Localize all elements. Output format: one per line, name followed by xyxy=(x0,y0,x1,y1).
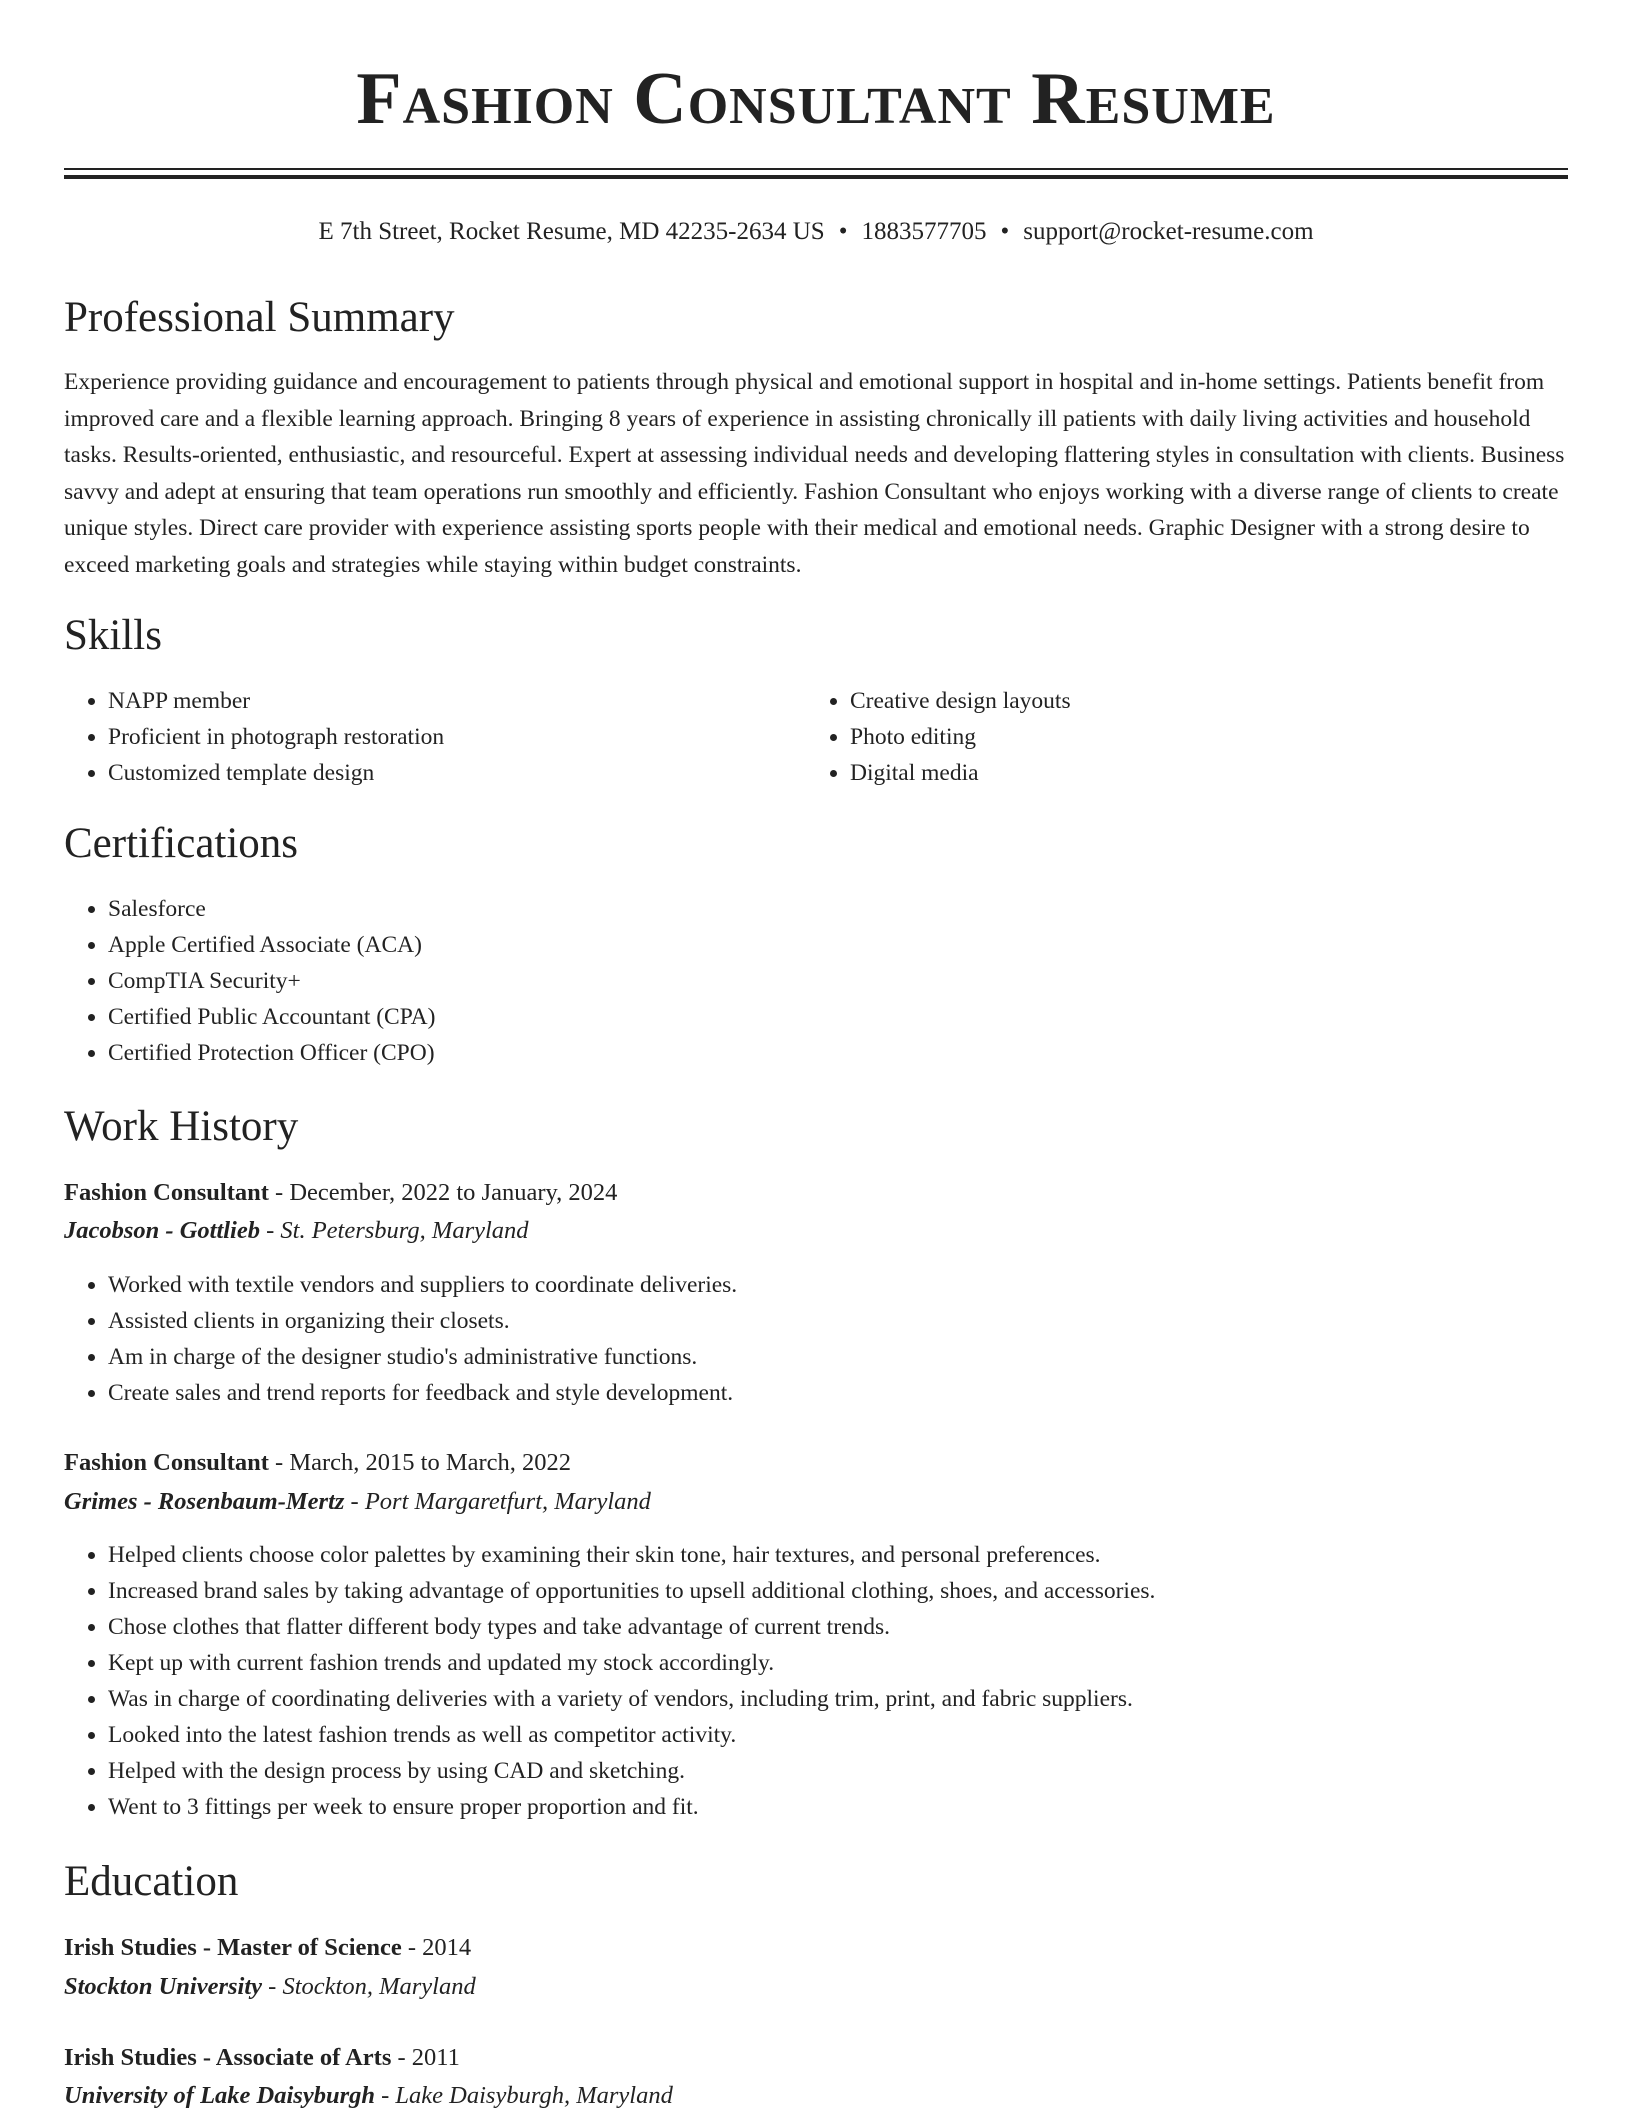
job-company: Jacobson - Gottlieb xyxy=(64,1217,260,1244)
skills-list-right xyxy=(806,683,1550,791)
certifications-heading: Certifications xyxy=(64,820,299,867)
education-school: Stockton University xyxy=(64,1973,263,2000)
contact-separator: • xyxy=(838,218,848,245)
skill-item: • Creative design layouts xyxy=(850,683,1550,719)
job-bullet: • Kept up with current fashion trends and updated my stock accordingly. xyxy=(108,1645,1568,1681)
contact-address: E 7th Street, Rocket Resume, MD 42235-2634 US xyxy=(318,218,825,245)
skill-item: • Proficient in photograph restoration xyxy=(108,719,808,755)
title-rule-top xyxy=(64,168,1568,170)
education-school-line xyxy=(64,2078,673,2114)
job-dates: - March, 2015 to March, 2022 xyxy=(268,1449,572,1476)
summary-text: Experience providing guidance and encouragement to patients through physical and emotional support in hospital and in-home settings. Patients benefit from improved care and a flexible learning approach. Bringing 8 years of experience in assisting chronically ill patients with daily living activities and household tasks. Results-oriented, enthusiastic, and resourceful. Expert at assessing individual needs and developing flattering styles in consultation with clients. Business savvy and adept at ensuring that team operations run smoothly and efficiently. Fashion Consultant who enjoys working with a diverse range of clients to create unique styles. Direct care provider with experience assisting sports people with their medical and emotional needs. Graphic Designer with a strong desire to exceed marketing goals and strategies while staying within budget constraints. xyxy=(64,369,1565,578)
job-title: Fashion Consultant xyxy=(64,1449,269,1476)
job-title-line xyxy=(64,1445,571,1481)
education-heading: Education xyxy=(64,1858,239,1905)
title-rule-bottom xyxy=(64,175,1568,179)
contact-email: support@rocket-resume.com xyxy=(1023,218,1314,245)
education-year: - 2014 xyxy=(401,1934,472,1961)
education-school-line xyxy=(64,1969,476,2005)
skill-item: • Customized template design xyxy=(108,755,808,791)
job-bullet: • Assisted clients in organizing their closets. xyxy=(108,1303,1568,1339)
job-bullet: • Create sales and trend reports for feedback and style development. xyxy=(108,1375,1568,1411)
skill-item: • NAPP member xyxy=(108,683,808,719)
job-bullet: • Worked with textile vendors and suppliers to coordinate deliveries. xyxy=(108,1267,1568,1303)
job-bullet: • Looked into the latest fashion trends as well as competitor activity. xyxy=(108,1717,1568,1753)
contact-separator: • xyxy=(1000,218,1010,245)
certification-item: • Salesforce xyxy=(108,891,1508,927)
education-location: - Stockton, Maryland xyxy=(262,1973,476,2000)
certification-item: • Certified Protection Officer (CPO) xyxy=(108,1035,1508,1071)
certification-item: • Apple Certified Associate (ACA) xyxy=(108,927,1508,963)
job-bullet: • Helped with the design process by using CAD and sketching. xyxy=(108,1753,1568,1789)
job-bullets xyxy=(64,1267,1568,1411)
job-bullet: • Went to 3 fittings per week to ensure proper proportion and fit. xyxy=(108,1789,1568,1825)
certification-item: • Certified Public Accountant (CPA) xyxy=(108,999,1508,1035)
job-bullet: • Increased brand sales by taking advantage of opportunities to upsell additional clothing, shoes, and accessories. xyxy=(108,1573,1568,1609)
job-bullet: • Am in charge of the designer studio's administrative functions. xyxy=(108,1339,1568,1375)
work-heading: Work History xyxy=(64,1103,299,1150)
job-title: Fashion Consultant xyxy=(64,1179,269,1206)
job-bullet: • Helped clients choose color palettes by examining their skin tone, hair textures, and personal preferences. xyxy=(108,1537,1568,1573)
job-location: - Port Margaretfurt, Maryland xyxy=(344,1488,651,1515)
certification-item: • CompTIA Security+ xyxy=(108,963,1508,999)
education-school: University of Lake Daisyburgh xyxy=(64,2082,375,2109)
summary-heading: Professional Summary xyxy=(64,294,455,341)
education-degree-line xyxy=(64,2040,460,2076)
skill-item: • Photo editing xyxy=(850,719,1550,755)
job-dates: - December, 2022 to January, 2024 xyxy=(268,1179,618,1206)
job-bullet: • Was in charge of coordinating deliveries with a variety of vendors, including trim, print, and fabric suppliers. xyxy=(108,1681,1568,1717)
job-location: - St. Petersburg, Maryland xyxy=(260,1217,529,1244)
certifications-list xyxy=(64,891,1508,1071)
contact-phone: 1883577705 xyxy=(861,218,987,245)
job-company-line xyxy=(64,1213,529,1249)
resume-page xyxy=(64,0,1568,2109)
education-degree-line xyxy=(64,1930,471,1966)
job-company: Grimes - Rosenbaum-Mertz xyxy=(64,1488,345,1515)
education-degree: Irish Studies - Associate of Arts xyxy=(64,2044,392,2071)
contact-line xyxy=(64,214,1568,250)
education-location: - Lake Daisyburgh, Maryland xyxy=(375,2082,673,2109)
skills-heading: Skills xyxy=(64,612,162,659)
education-year: - 2011 xyxy=(391,2044,460,2071)
job-bullet: • Chose clothes that flatter different body types and take advantage of current trends. xyxy=(108,1609,1568,1645)
job-bullets xyxy=(64,1537,1568,1825)
skills-list-left xyxy=(64,683,808,791)
skill-item: • Digital media xyxy=(850,755,1550,791)
job-company-line xyxy=(64,1484,651,1520)
resume-title: Fashion Consultant Resume xyxy=(356,58,1276,140)
education-degree: Irish Studies - Master of Science xyxy=(64,1934,402,1961)
job-title-line xyxy=(64,1175,617,1211)
